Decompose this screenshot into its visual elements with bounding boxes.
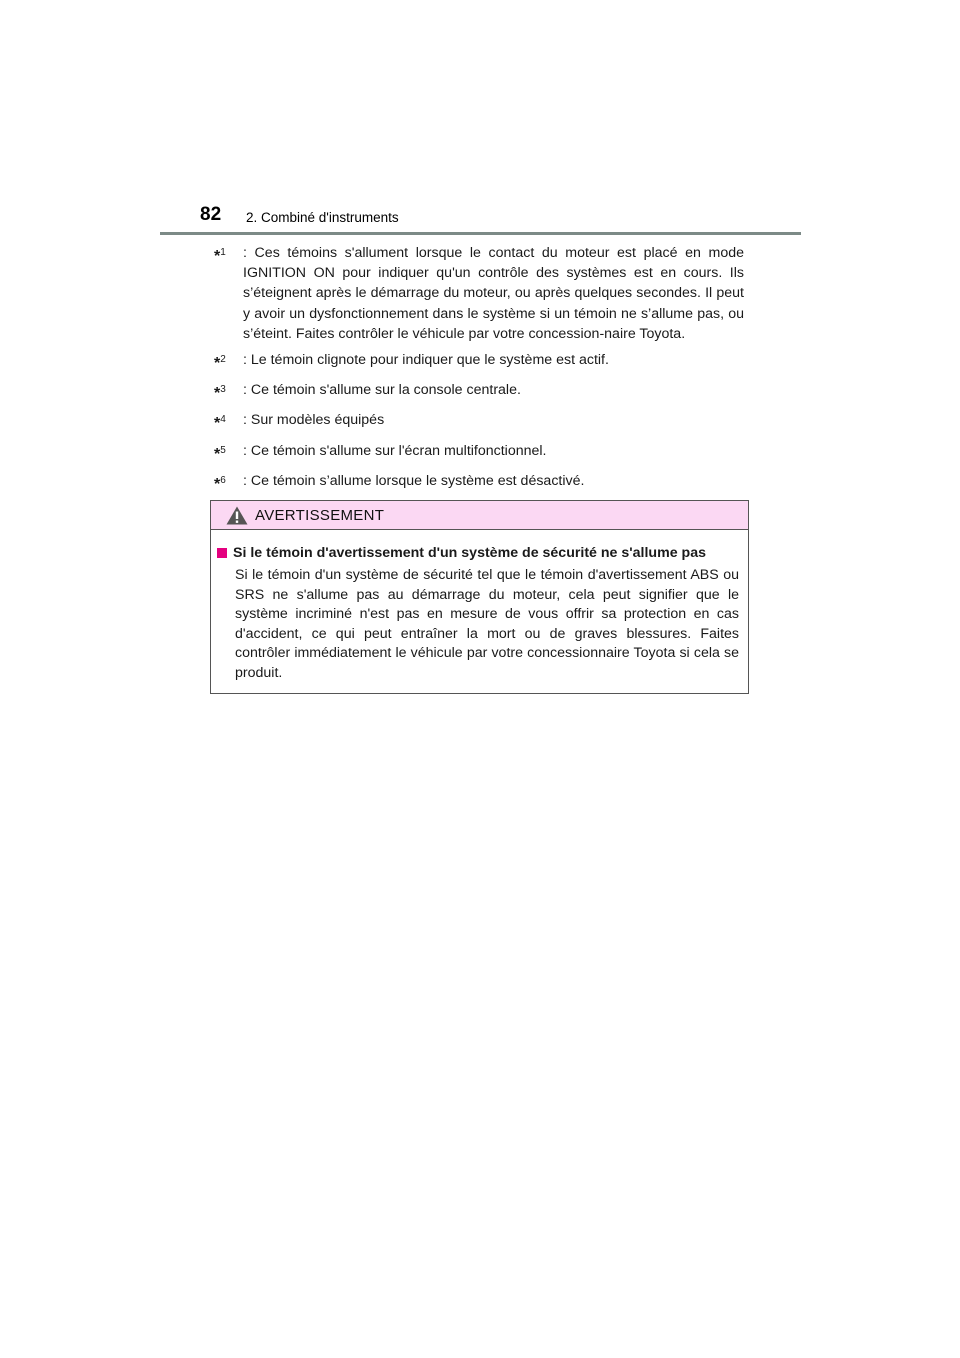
page-number: 82 xyxy=(200,204,222,225)
page-header xyxy=(200,204,800,232)
footnote-text: : Ce témoin s'allume sur la console centrale. xyxy=(243,382,521,399)
footnote-item xyxy=(214,410,744,434)
footnote-marker: *$^3$ xyxy=(214,384,226,403)
footnote-text: : Ces témoins s'allument lorsque le contact du moteur est placé en mode IGNITION ON pour indiquer qu'un contrôle des systèmes est en cours. Ils s’éteignent après le démarrage du moteur, ou après quelques secondes. Il peut y avoir un dysfonctionnement dans le système si un témoin ne s’allume pas, ou s’éteint. Faites contrôler le véhicule par votre concession-naire Toyota. xyxy=(243,245,744,342)
footnote-text: : Sur modèles équipés xyxy=(243,412,385,429)
warning-header xyxy=(211,501,748,530)
section-title: 2. Combiné d'instruments xyxy=(246,210,399,225)
footnote-item xyxy=(214,441,744,465)
footnote-marker: *$^6$ xyxy=(214,474,226,493)
warning-title: AVERTISSEMENT xyxy=(255,507,385,524)
footnote-marker: *$^1$ xyxy=(214,247,226,265)
footnote-marker: *$^5$ xyxy=(214,444,226,463)
warning-subtitle-text: Si le témoin d'avertissement d'un système de sécurité ne s'allume pas xyxy=(233,545,706,561)
footnote-item xyxy=(214,243,744,344)
footnote-marker: *$^4$ xyxy=(214,414,226,433)
footnote-item xyxy=(214,380,744,404)
warning-paragraph: Si le témoin d'un système de sécurité tel que le témoin d'avertissement ABS ou SRS ne s'allume pas au démarrage du moteur, cela peut signifier que le système incriminé n'est pas en mesure de vous offrir sa protection en cas d'accident, ce qui peut entraîner la mort ou de graves blessures. Faites contrôler immédiatement le véhicule par votre concessionnaire Toyota si cela se produit. xyxy=(235,567,739,681)
footnote-text: : Le témoin clignote pour indiquer que le système est actif. xyxy=(243,352,609,369)
square-bullet-icon xyxy=(217,548,227,558)
footnote-text: : Ce témoin s’allume lorsque le système est désactivé. xyxy=(243,472,585,489)
footnote-marker: *$^2$ xyxy=(214,354,226,373)
warning-triangle-icon xyxy=(226,506,248,525)
header-rule xyxy=(160,232,801,235)
footnote-item xyxy=(214,471,744,495)
footnotes xyxy=(214,243,744,501)
footnote-text: : Ce témoin s'allume sur l'écran multifonctionnel. xyxy=(243,442,547,459)
warning-subtitle xyxy=(217,544,739,562)
warning-box xyxy=(210,500,749,694)
warning-body xyxy=(211,530,748,684)
footnote-item xyxy=(214,350,744,374)
